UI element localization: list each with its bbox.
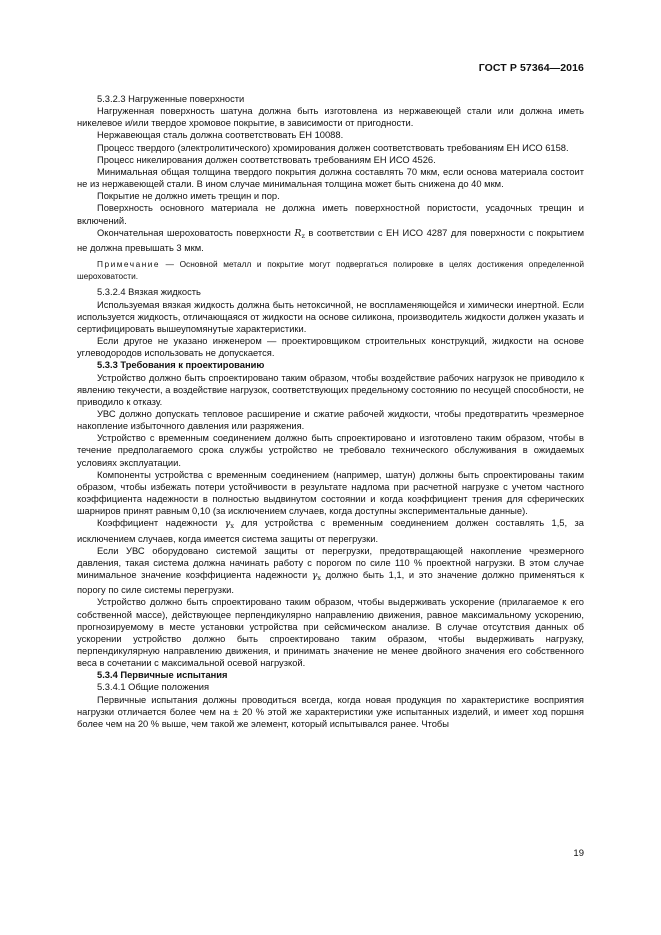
gamma-subscript: x bbox=[230, 522, 234, 531]
gamma-symbol: $\gamma_x$ bbox=[311, 570, 322, 583]
paragraph: Компоненты устройства с временным соединением (например, шатун) должны быть спроектированы таким образом, чтобы избежать потери устойчивости в результате надлома при расчетной нагрузке с учетом частного коэффициента надежности в полностью выдвинутом состоянии и когда коэффициент трения для сферических шарниров принят равным 0,10 (за исключением случаев, когда доступны экспериментальные данные). bbox=[77, 469, 584, 517]
paragraph-overload bbox=[77, 545, 584, 597]
standard-header: ГОСТ Р 57364—2016 bbox=[478, 62, 584, 74]
paragraph: Устройство должно быть спроектировано таким образом, чтобы выдерживать ускорение (прилагаемое к его собственной массе), действующее перпендикулярно направлению движения, равное максимальному ускорению, прогнозируемому в месте установки устройства при сейсмическом анализе. В случае отсутствия данных об ускорении устройство должно быть спроектировано таким образом, чтобы выдерживать нагрузку, перпендикулярную направлению движения, и принимать значение не менее двойного значения его собственного веса в сочетании с максимальной осевой нагрузкой. bbox=[77, 597, 584, 669]
paragraph: Устройство с временным соединением должно быть спроектировано и изготовлено таким образом, чтобы в течение предполагаемого срока службы устройство не требовало технического обслуживания в ожидаемых условиях эксплуатации. bbox=[77, 433, 584, 468]
document-body bbox=[77, 93, 584, 730]
section-5-3-2-3-title: 5.3.2.3 Нагруженные поверхности bbox=[97, 94, 245, 104]
paragraph-safety-factor bbox=[77, 517, 584, 544]
paragraph: УВС должно допускать тепловое расширение и сжатие рабочей жидкости, чтобы предотвратить чрезмерное накопление избыточного давления или разряжения. bbox=[77, 409, 584, 432]
text-segment: Окончательная шероховатость поверхности bbox=[97, 227, 295, 238]
paragraph: Поверхность основного материала не должна иметь поверхностной пористости, усадочных трещин и включений. bbox=[77, 203, 584, 226]
text-segment: для устройства с временным соединением должен составлять 1,5, за исключением случаев, когда имеется система защиты от перегрузки. bbox=[77, 518, 584, 544]
page-number: 19 bbox=[573, 848, 584, 859]
paragraph: Устройство должно быть спроектировано таким образом, чтобы воздействие рабочих нагрузок не приводило к явлению текучести, а воздействие нагрузок, соответствующих предельному состоянию по несущей способности, не приводило к отказу. bbox=[77, 372, 584, 407]
gamma-symbol: $\gamma_x$ bbox=[224, 518, 234, 531]
paragraph: Если другое не указано инженером — проектировщиком строительных конструкций, жидкости на основе углеводородов использовать не допускается. bbox=[77, 336, 584, 359]
text-segment: Если УВС оборудовано системой защиты от перегрузки, предотвращающей накопление чрезмерного давления, такая система должна начинать работу с порогом по силе 110 % проектной нагрузки. В этом случае минимальное значение коэффициента надежности bbox=[77, 545, 584, 581]
roughness-subscript: z bbox=[301, 231, 305, 240]
section-5-3-4-heading: 5.3.4 Первичные испытания bbox=[97, 670, 228, 681]
note-label: Примечание bbox=[97, 259, 161, 270]
paragraph: Покрытие не должно иметь трещин и пор. bbox=[97, 191, 280, 202]
section-5-3-4-1-title: 5.3.4.1 Общие положения bbox=[97, 682, 210, 693]
text-segment: Коэффициент надежности bbox=[97, 518, 225, 529]
text-segment: в соответствии с ЕН ИСО 4287 для поверхности с покрытием не должна превышать 3 мкм. bbox=[77, 227, 584, 253]
text-segment: должно быть 1,1, и это значение должно применяться к порогу по силе системы перегрузки. bbox=[77, 570, 584, 596]
gamma-subscript: x bbox=[317, 574, 322, 583]
paragraph: Нержавеющая сталь должна соответствовать ЕН 10088. bbox=[97, 130, 344, 141]
paragraph: Процесс твердого (электролитического) хромирования должен соответствовать требованиям ЕН ИСО 6158. bbox=[97, 142, 569, 153]
paragraph: Нагруженная поверхность шатуна должна быть изготовлена из нержавеющей стали или должна иметь никелевое и/или твердое хромовое покрытие, в зависимости от пригодности. bbox=[77, 106, 584, 129]
paragraph: Процесс никелирования должен соответствовать требованиям ЕН ИСО 4526. bbox=[97, 154, 436, 165]
paragraph: Минимальная общая толщина твердого покрытия должна составлять 70 мкм, если основа материала состоит не из нержавеющей стали. В ином случае минимальная толщина может быть снижена до 40 мкм. bbox=[77, 166, 584, 190]
note bbox=[77, 258, 584, 282]
paragraph: Используемая вязкая жидкость должна быть нетоксичной, не воспламеняющейся и химически инертной. Если используется жидкость, отличающаяся от жидкости на основе силикона, производитель жидкости должен указать и сертифицировать вышеупомянутые характеристики. bbox=[77, 299, 584, 334]
section-5-3-3-heading: 5.3.3 Требования к проектированию bbox=[97, 360, 265, 371]
roughness-symbol: $R_z$ bbox=[294, 227, 305, 240]
paragraph: Первичные испытания должны проводиться всегда, когда новая продукция по характеристике восприятия нагрузки отличается более чем на ± 20 % этой же характеристики уже испытанных изделий, и имеет ход поршня более чем на 20 % выше, чем такой же элемент, который испытывался ранее. Чтобы bbox=[77, 694, 584, 729]
section-5-3-2-4-title: 5.3.2.4 Вязкая жидкость bbox=[97, 287, 201, 298]
note-text: — Основной металл и покрытие могут подвергаться полировке в целях достижения определенной шероховатости. bbox=[77, 259, 584, 282]
paragraph-roughness bbox=[77, 227, 584, 254]
